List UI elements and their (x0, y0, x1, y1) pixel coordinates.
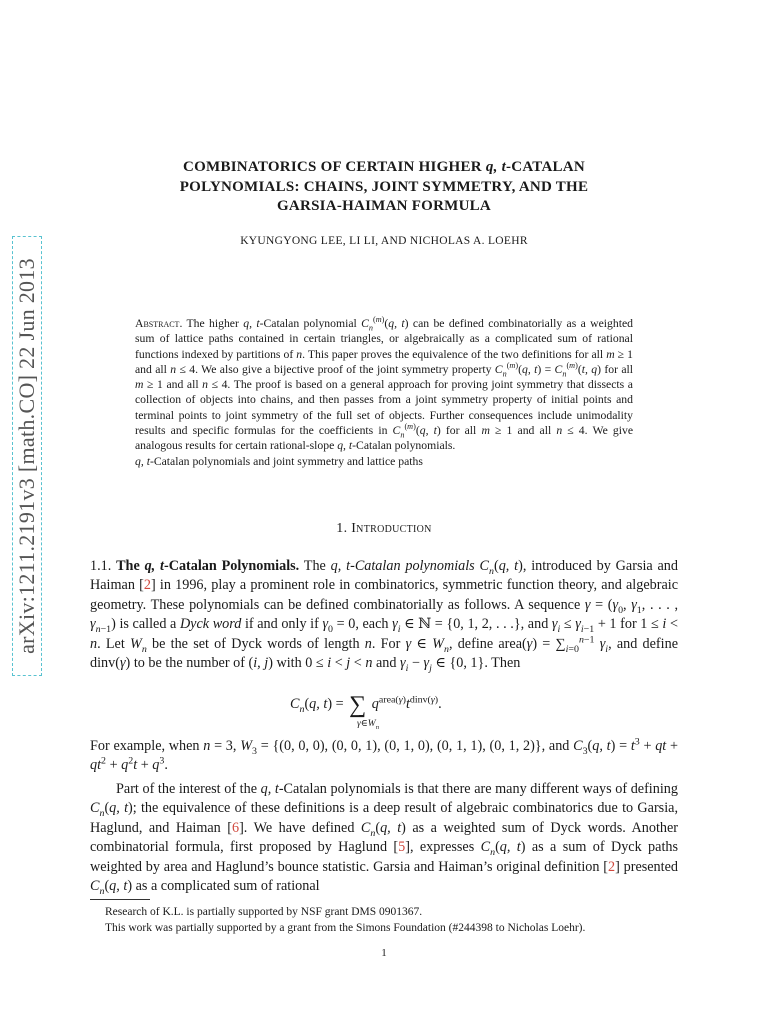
citation-2b[interactable]: 2 (608, 858, 616, 875)
paper-authors: KYUNGYONG LEE, LI LI, AND NICHOLAS A. LOEHR (240, 235, 528, 247)
paragraph-3: Part of the interest of the q, t-Catalan polynomials is that there are many different ways of defining $C_n(q$, t); the equivalence of these definitions is a deep result of algebraic combinatorics due to Garsia, Haglund, and Haiman [6]. We have defined $C_n(q$, t) as a weighted sum of Dyck words. Another combinatorial formula, first proposed by Haglund [5], expresses $C_n(q$, t) as a sum of Dyck paths weighted by area and Haglund’s bounce statistic. Garsia and Haiman’s original definition [2] presented $C_n(q$, t) as a complicated sum of rational (90, 781, 678, 897)
citation-5[interactable]: 5 (398, 839, 406, 856)
section-title: Introduction (351, 521, 432, 536)
footnote-rule (90, 899, 150, 900)
footnotes (90, 904, 678, 936)
abstract: Abstract. The higher q, t-Catalan polynomial $C_n^{(m)}(q$, t) can be defined combinatorially as a weighted sum of lattice paths contained in certain triangles, or algebraically as a complicated sum of rational functions indexed by partitions of n. This paper proves the equivalence of the two definitions for all m ≥ 1 and all n ≤ 4. We also give a bijective proof of the joint symmetry property $C_n^{(m)}(q$, $t) = C_n^{(m)}(t$, q) for all m ≥ 1 and all n ≤ 4. The proof is based on a general approach for proving joint symmetry that dissects a collection of objects into chains, and then passes from a joint symmetry property of initial points and terminal points to joint symmetry of the full set of objects. Further consequences include unimodality results and specific formulas for the coefficients in $C_n^{(m)}(q$, t) for all m ≥ 1 and all n ≤ 4. We give analogous results for certain rational-slope q, t-Catalan polynomials. q, t-Catalan polynomials and joint symmetry and lattice paths (135, 315, 634, 468)
section-heading (90, 521, 678, 537)
subsection-number: 1.1. (90, 558, 112, 574)
section-number: 1. (336, 521, 348, 536)
page-number: 1 (381, 947, 387, 959)
citation-6[interactable]: 6 (231, 819, 240, 836)
arxiv-stamp (12, 236, 42, 676)
paper-title: COMBINATORICS OF CERTAIN HIGHER q, t-CATALAN POLYNOMIALS: CHAINS, JOINT SYMMETRY, AND THE GARSIA-HAIMAN FORMULA (179, 159, 589, 214)
paragraph-2: For example, when n = 3, $W_3 = \{(0$, 0, 0), (0, 0, 1), (0, 1, 0), (0, 1, 1), (0, 1, 2)}, and $C_3(q$, $t) = t^3$ + qt + $qt^2 + q^2t + q^3$. (90, 736, 678, 774)
paragraph-1: 1.1. The q, t-Catalan Polynomials. The q, t-Catalan polynomials $C_n(q$, t), introduced by Garsia and Haiman [2] in 1996, play a prominent role in combinatorics, symmetric function theory, and algebraic geometry. These polynomials can be defined combinatorially as follows. A sequence $\gamma = (\gamma_0$, $\gamma_1$, . . . , $\gamma_{n-1}$) is called a Dyck word if and only if $\gamma_0 = 0$, each $\gamma_i$ ∈ ℕ = {0, 1, 2, . . .}, and $\gamma_i \le \gamma_{i-1} + 1$ for 1 ≤ i < n. Let $W_n$ be the set of Dyck words of length n. For γ ∈ $W_n$, define area(γ) = $\sum_{i=0}^{n-1}$ $\gamma_i$, and define dinv(γ) to be the number of (i, j) with 0 ≤ i < j < n and $\gamma_i - \gamma_j$ ∈ {0, 1}. Then (90, 558, 678, 674)
footnote-2: This work was partially supported by a grant from the Simons Foundation (#244398 to Nicholas Loehr). (105, 922, 586, 934)
subsection-title: The q, t-Catalan Polynomials. (116, 558, 300, 574)
footnote-1: Research of K.L. is partially supported by NSF grant DMS 0901367. (105, 906, 423, 918)
display-equation: $C_n(q$, t) = ∑ $q^{area(\gamma)}t^{dinv(\gamma)}$. $\gamma\in W_n$ (290, 692, 442, 731)
abstract-label: Abstract. (135, 317, 183, 330)
arxiv-id: arXiv:1211.2191v3 [math.CO] 22 Jun 2013 (14, 258, 39, 654)
keywords: q, t-Catalan polynomials and joint symmetry and lattice paths (135, 454, 423, 468)
citation-2[interactable]: 2 (143, 577, 151, 594)
